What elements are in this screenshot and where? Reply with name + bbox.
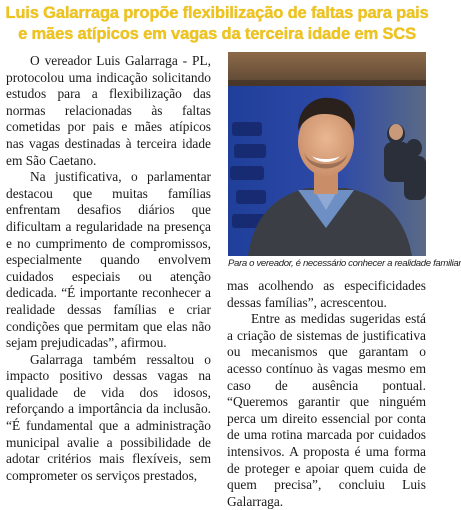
article-paragraph-4: Entre as medidas sugeridas está a criação de sistemas de justificativa ou mecanismos que garantam o acesso contínuo às vagas mesmo em caso de ausência pontual. “Queremos garantir que ninguém perca um direito essencial por conta de uma rotina marcada por cuidados intensivos. A proposta é uma forma de proteger e apoiar quem cuida de quem precisa”, concluiu Luis Galarraga. xyxy=(227,311,426,509)
article-paragraph-2: Na justificativa, o parlamentar destacou que muitas famílias enfrentam desafios diários que dificultam a regularidade na presença e no cumprimento de compromissos, especialmente quando envolvem cuidados especiais ou atenção dedicada. “É importante reconhecer a realidade dessas famílias e criar condições que permitam que elas não sejam prejudicadas”, afirmou. xyxy=(6,169,211,351)
article-paragraph-3: Galarraga também ressaltou o impacto positivo dessas vagas na qualidade de vida dos idosos, reforçando a importância da inclusão. “É fundamental que a administração municipal avalie a possibilidade de adotar critérios mais flexíveis, sem comprometer os serviços prestados, xyxy=(6,351,211,483)
headline xyxy=(0,2,434,44)
article-column-right xyxy=(227,278,426,510)
portrait-illustration xyxy=(228,52,426,256)
councilman-photo xyxy=(228,52,426,256)
article-paragraph-1: O vereador Luis Galarraga - PL, protocolou uma indicação solicitando estudos para a flexibilização das normas relacionadas às faltas cometidas por pais e mães atípicos nas vagas destinadas à terceira idade em São Caetano. xyxy=(6,53,211,168)
headline-line-1: Luis Galarraga propõe flexibilização de faltas para pais xyxy=(5,3,429,22)
article-continuation: mas acolhendo as especificidades dessas famílias”, acrescentou. xyxy=(227,278,426,310)
photo-caption: Para o vereador, é necessário conhecer a realidade familiar xyxy=(228,258,461,269)
article-column-left xyxy=(6,53,211,484)
headline-line-2: e mães atípicos em vagas da terceira idade em SCS xyxy=(18,24,416,43)
